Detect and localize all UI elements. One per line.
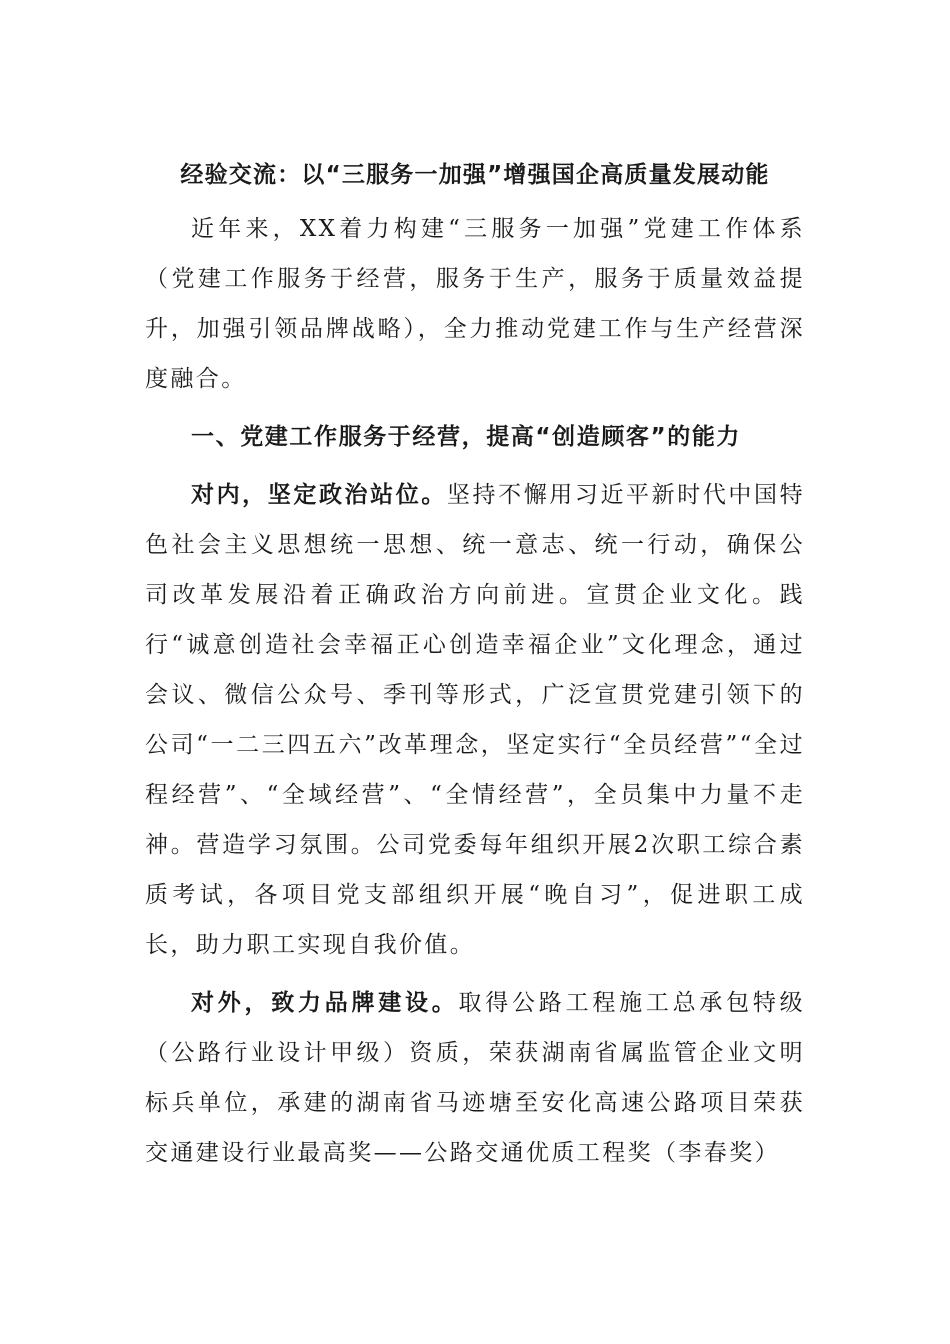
document-title: 经验交流：以“三服务一加强”增强国企高质量发展动能	[180, 162, 770, 188]
document-body	[145, 150, 805, 1186]
intro-paragraph: 近年来，XX着力构建“三服务一加强”党建工作体系（党建工作服务于经营，服务于生产，服务于质量效益提升，加强引领品牌战略），全力推动党建工作与生产经营深度融合。	[145, 216, 805, 392]
paragraph-internal	[145, 470, 805, 970]
paragraph-lead: 对内，坚定政治站位。	[191, 482, 447, 508]
paragraph-text: 取得公路工程施工总承包特级（公路行业设计甲级）资质，荣获湖南省属监管企业文明标兵单位，承建的湖南省马迹塘至安化高速公路项目荣获交通建设行业最高奖——公路交通优质工程奖（李春奖）	[145, 990, 805, 1166]
paragraph-text: 坚持不懈用习近平新时代中国特色社会主义思想统一思想、统一意志、统一行动，确保公司改革发展沿着正确政治方向前进。宣贯企业文化。践行“诚意创造社会幸福正心创造幸福企业”文化理念，通过会议、微信公众号、季刊等形式，广泛宣贯党建引领下的公司“一二三四五六”改革理念，坚定实行“全员经营”“全过程经营”、“全域经营”、“全情经营”，全员集中力量不走神。营造学习氛围。公司党委每年组织开展2次职工综合素质考试，各项目党支部组织开展“晚自习”，促进职工成长，助力职工实现自我价值。	[145, 482, 806, 958]
paragraph-external	[145, 978, 805, 1178]
paragraph-lead: 对外，致力品牌建设。	[191, 990, 459, 1016]
section-heading: 一、党建工作服务于经营，提高“创造顾客”的能力	[191, 424, 742, 450]
